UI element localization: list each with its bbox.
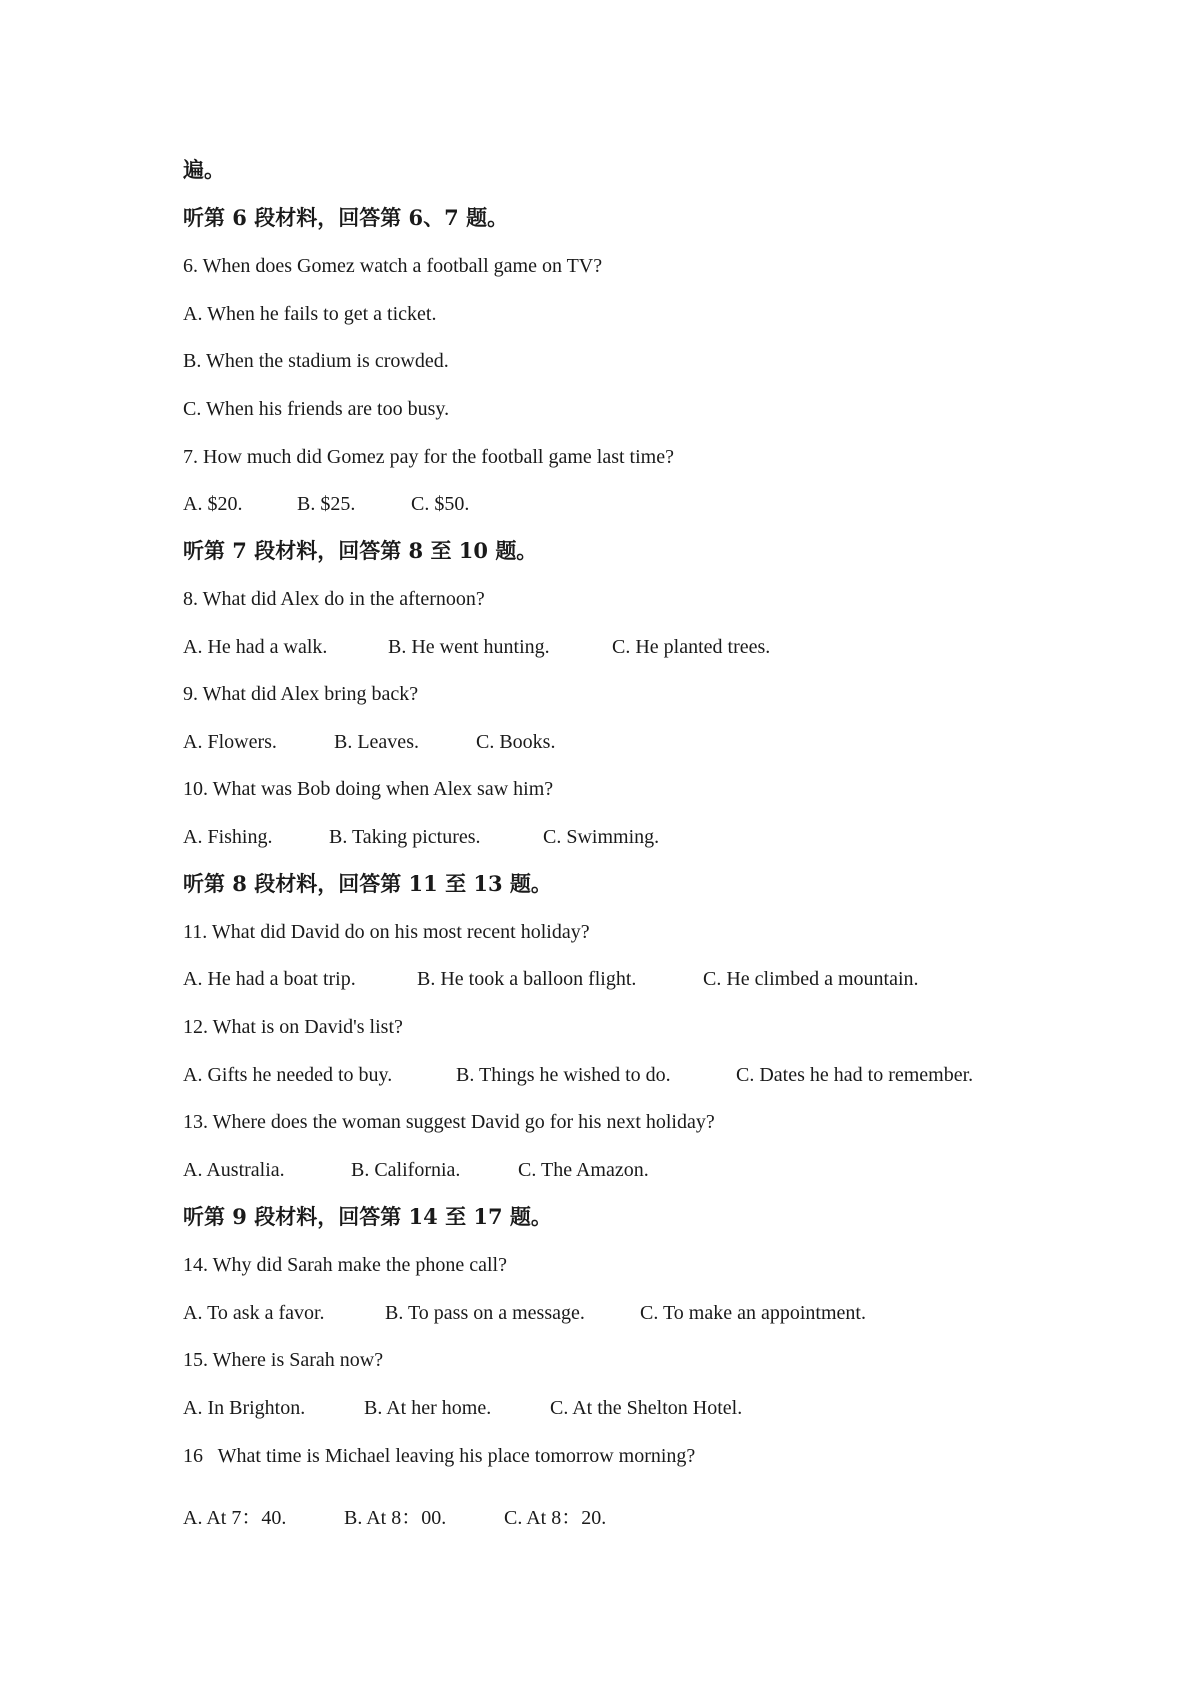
q10-option-a: A. Fishing. xyxy=(183,826,273,848)
q11-option-a: A. He had a boat trip. xyxy=(183,968,356,990)
q9-option-a: A. Flowers. xyxy=(183,731,277,753)
question-8: 8. What did Alex do in the afternoon? xyxy=(183,588,485,610)
q7-option-b: B. $25. xyxy=(297,493,356,515)
q14-options xyxy=(183,1301,866,1325)
q15-option-b: B. At her home. xyxy=(364,1397,492,1419)
question-6: 6. When does Gomez watch a football game on TV? xyxy=(183,255,603,277)
q8-options xyxy=(183,635,770,659)
q14-option-b: B. To pass on a message. xyxy=(385,1302,585,1324)
question-9: 9. What did Alex bring back? xyxy=(183,683,419,705)
section-heading-6: 听第 6 段材料，回答第 6、7 题。 xyxy=(183,205,509,230)
question-13: 13. Where does the woman suggest David go for his next holiday? xyxy=(183,1111,715,1133)
q8-option-c: C. He planted trees. xyxy=(612,636,771,658)
section-heading-8: 听第 8 段材料，回答第 11 至 13 题。 xyxy=(183,871,552,896)
q11-option-b: B. He took a balloon flight. xyxy=(417,968,637,990)
q16-option-a: A. At 7：40. xyxy=(183,1507,287,1529)
q13-option-b: B. California. xyxy=(351,1159,461,1181)
q12-option-b: B. Things he wished to do. xyxy=(456,1064,671,1086)
q13-options xyxy=(183,1158,649,1182)
question-11: 11. What did David do on his most recent holiday? xyxy=(183,921,590,943)
q13-option-a: A. Australia. xyxy=(183,1159,285,1181)
q15-options xyxy=(183,1396,742,1420)
q7-options xyxy=(183,492,469,516)
question-15: 15. Where is Sarah now? xyxy=(183,1349,384,1371)
q8-option-b: B. He went hunting. xyxy=(388,636,550,658)
q9-option-c: C. Books. xyxy=(476,731,556,753)
q6-option-b: B. When the stadium is crowded. xyxy=(183,350,449,372)
q13-option-c: C. The Amazon. xyxy=(518,1159,649,1181)
q10-options xyxy=(183,825,659,849)
q14-option-c: C. To make an appointment. xyxy=(640,1302,866,1324)
q14-option-a: A. To ask a favor. xyxy=(183,1302,325,1324)
q15-option-c: C. At the Shelton Hotel. xyxy=(550,1397,743,1419)
section-heading-7: 听第 7 段材料，回答第 8 至 10 题。 xyxy=(183,538,538,563)
question-10: 10. What was Bob doing when Alex saw him? xyxy=(183,778,554,800)
q16-options xyxy=(183,1506,606,1530)
q9-options xyxy=(183,730,555,754)
q11-options xyxy=(183,967,919,991)
question-7: 7. How much did Gomez pay for the football game last time? xyxy=(183,446,674,468)
q15-option-a: A. In Brighton. xyxy=(183,1397,306,1419)
question-14: 14. Why did Sarah make the phone call? xyxy=(183,1254,507,1276)
question-12: 12. What is on David's list? xyxy=(183,1016,403,1038)
q8-option-a: A. He had a walk. xyxy=(183,636,328,658)
q12-option-a: A. Gifts he needed to buy. xyxy=(183,1064,393,1086)
q7-option-a: A. $20. xyxy=(183,493,243,515)
q6-option-a: A. When he fails to get a ticket. xyxy=(183,303,437,325)
q10-option-b: B. Taking pictures. xyxy=(329,826,481,848)
q16-option-b: B. At 8：00. xyxy=(344,1507,447,1529)
q7-option-c: C. $50. xyxy=(411,493,470,515)
q16-option-c: C. At 8：20. xyxy=(504,1507,607,1529)
q11-option-c: C. He climbed a mountain. xyxy=(703,968,919,990)
q10-option-c: C. Swimming. xyxy=(543,826,660,848)
q12-option-c: C. Dates he had to remember. xyxy=(736,1064,974,1086)
section-heading-9: 听第 9 段材料，回答第 14 至 17 题。 xyxy=(183,1204,552,1229)
question-16: 16 What time is Michael leaving his place tomorrow morning? xyxy=(183,1445,696,1467)
q9-option-b: B. Leaves. xyxy=(334,731,419,753)
continuation-text: 遍。 xyxy=(183,157,225,182)
q6-option-c: C. When his friends are too busy. xyxy=(183,398,450,420)
q12-options xyxy=(183,1063,973,1087)
